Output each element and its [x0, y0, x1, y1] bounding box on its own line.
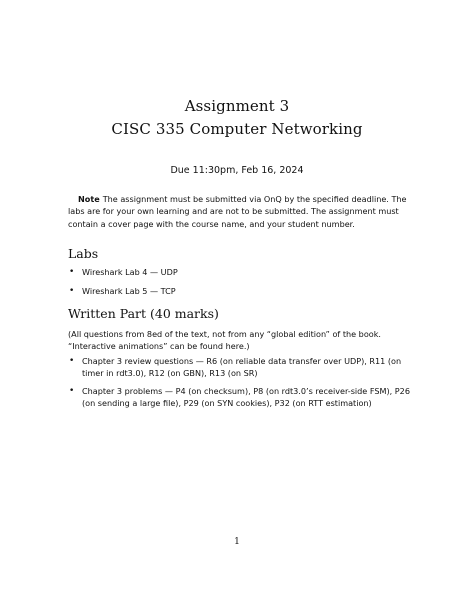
written-part-heading: Written Part (40 marks): [68, 306, 219, 321]
note-paragraph: [68, 193, 413, 230]
due-date: Due 11:30pm, Feb 16, 2024: [170, 165, 304, 176]
labs-heading: Labs: [68, 246, 99, 261]
list-item: [68, 355, 418, 380]
course-title: CISC 335 Computer Networking: [111, 120, 363, 138]
lab-item-text: Wireshark Lab 5 — TCP: [82, 286, 176, 296]
list-item: [68, 385, 418, 410]
page-number: 1: [234, 537, 240, 547]
bullet-icon: •: [69, 356, 75, 366]
list-item: [68, 285, 418, 297]
list-item: [68, 266, 418, 278]
question-item-text: Chapter 3 review questions — R6 (on reliable data transfer over UDP), R11 (on timer in rdt3.0), R12 (on GBN), R13 (on SR): [82, 356, 402, 379]
bullet-icon: •: [69, 267, 75, 277]
note-label: Note: [78, 194, 100, 204]
document-title: Assignment 3: [184, 97, 290, 115]
written-intro: (All questions from 8ed of the text, not from any “global edition” of the book. “Interactive animations” can be found here.): [68, 329, 381, 352]
bullet-icon: •: [69, 386, 75, 396]
question-item-text: Chapter 3 problems — P4 (on checksum), P8 (on rdt3.0’s receiver-side FSM), P26 (on sending a large file), P29 (on SYN cookies), P32 (on RTT estimation): [82, 386, 410, 409]
note-text: The assignment must be submitted via OnQ by the specified deadline. The labs are for your own learning and are not to be submitted. The assignment must contain a cover page with the course name, and your student number.: [68, 194, 407, 229]
bullet-icon: •: [69, 286, 75, 296]
lab-item-text: Wireshark Lab 4 — UDP: [82, 267, 178, 277]
